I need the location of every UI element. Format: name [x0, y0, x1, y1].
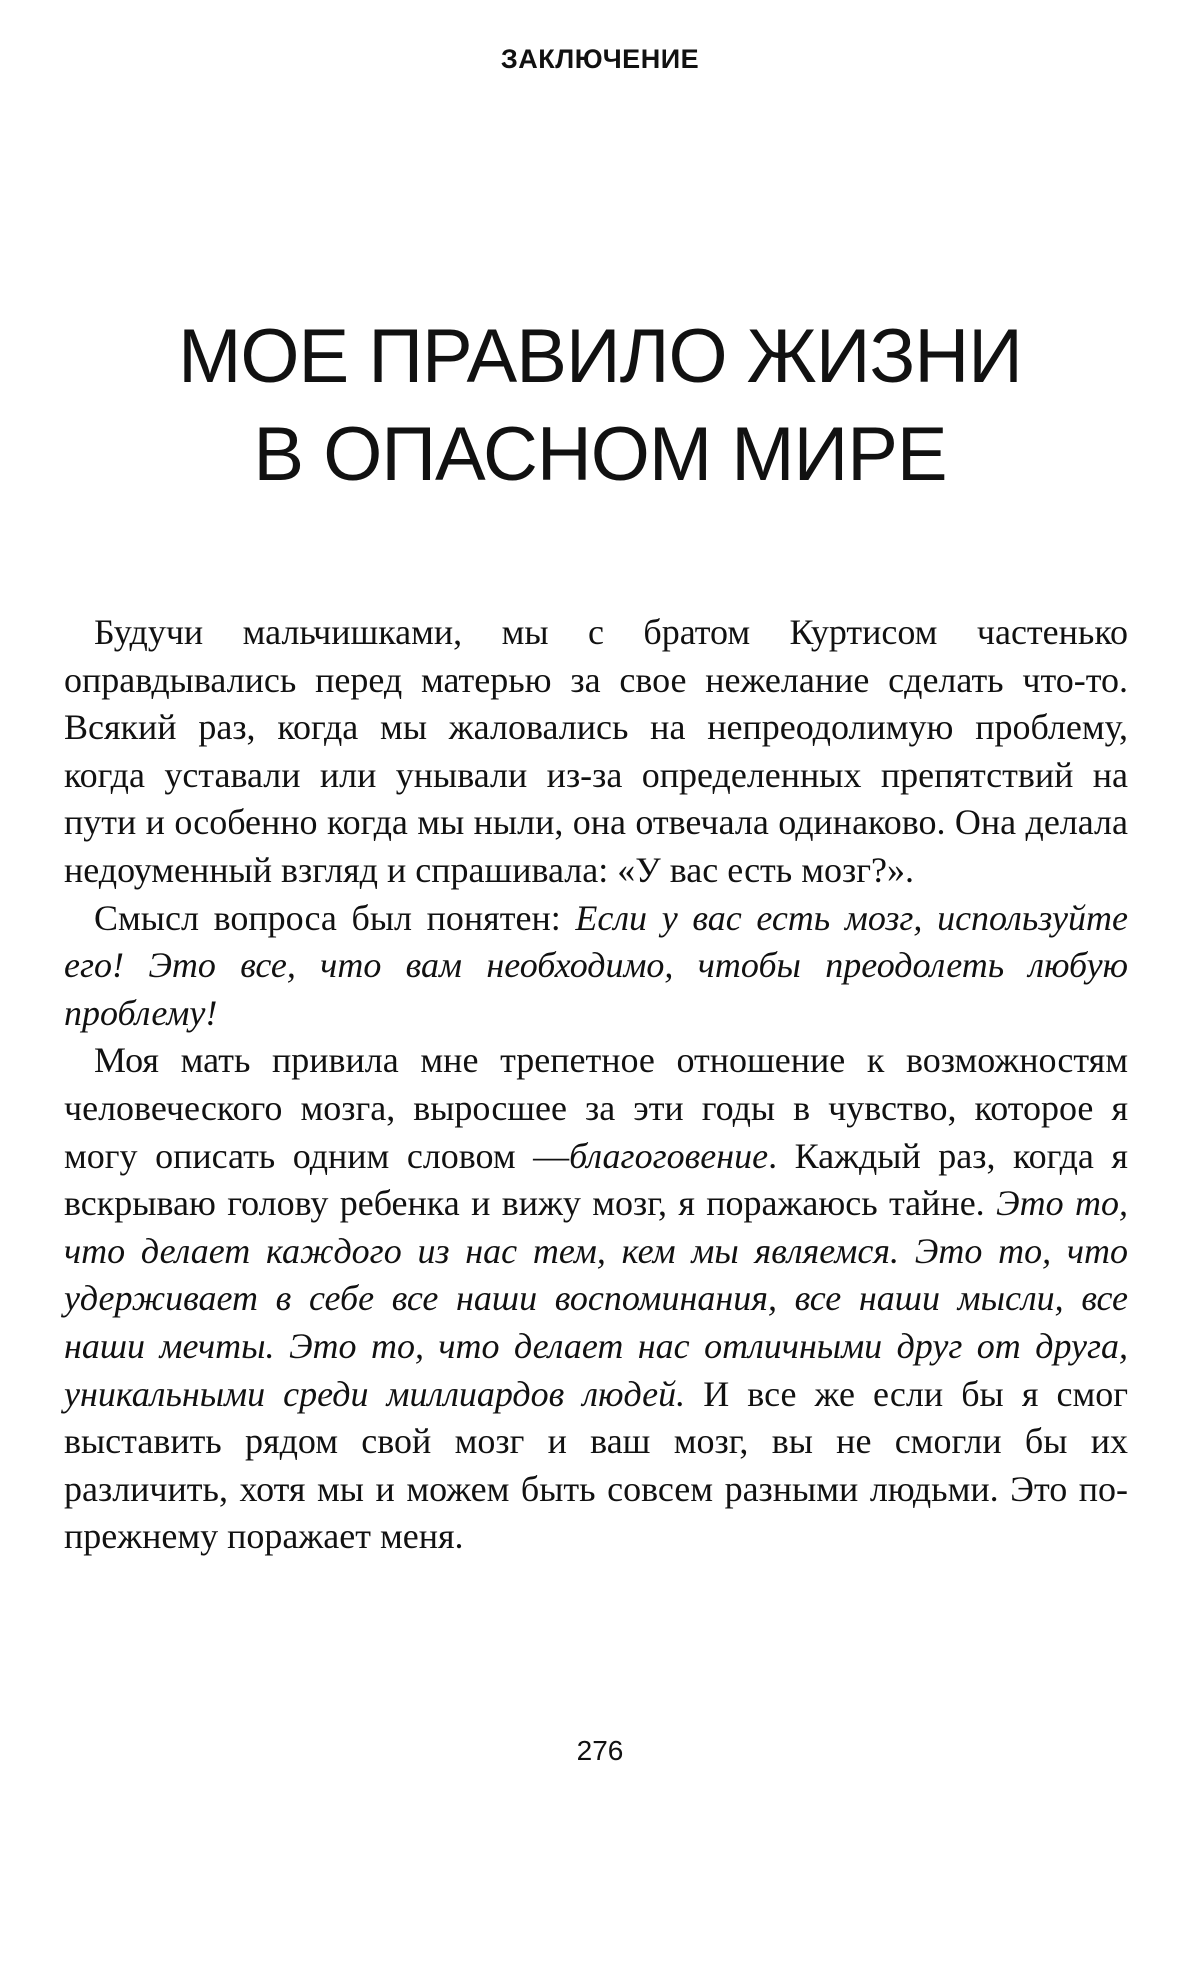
paragraph-2 [64, 895, 1128, 1038]
running-header: ЗАКЛЮЧЕНИЕ [500, 44, 700, 74]
body-text [64, 609, 1128, 1561]
paragraph-3-emphasis-1: благоговение [569, 1135, 769, 1176]
chapter-title [0, 308, 1200, 504]
paragraph-3 [64, 1037, 1128, 1561]
paragraph-2-emphasis: Если у вас есть мозг, используйте его! Это все, что вам необходимо, чтобы преодолеть любую проблему! [64, 897, 1128, 1033]
paragraph-3-text-2: . Каждый раз, когда я вскрываю голову ребенка и вижу мозг, я поражаюсь тайне. [64, 1135, 1128, 1224]
chapter-title-line-1: МОЕ ПРАВИЛО ЖИЗНИ [178, 314, 1022, 399]
paragraph-2-text: Смысл вопроса был понятен: [94, 897, 576, 938]
paragraph-3-text-1: Моя мать привила мне трепетное отношение к возможностям человеческого мозга, выросшее за эти годы в чувство, которое я могу описать одним словом — [64, 1040, 1128, 1176]
paragraph-1 [64, 609, 1128, 895]
paragraph-3-emphasis-2: Это то, что делает каждого из нас тем, кем мы являемся. Это то, что удерживает в себе все наши воспоминания, все наши мысли, все наши мечты. Это то, что делает нас отличными друг от друга, уникальными среди миллиардов людей. [64, 1183, 1128, 1414]
chapter-title-line-2: В ОПАСНОМ МИРЕ [253, 412, 947, 497]
page-number: 276 [576, 1735, 624, 1766]
paragraph-1-text: Будучи мальчишками, мы с братом Куртисом частенько оправдывались перед матерью за свое нежелание сделать что-то. Всякий раз, когда мы жаловались на непреодолимую проблему, когда уставали или унывали из-за определенных препятствий на пути и особенно когда мы ныли, она отвечала одинаково. Она делала недоуменный взгляд и спрашивала: «У вас есть мозг?». [64, 612, 1128, 890]
paragraph-3-text-3: И все же если бы я смог выставить рядом свой мозг и ваш мозг, вы не смогли бы их различить, хотя мы и можем быть совсем разными людьми. Это по-прежнему поражает меня. [64, 1373, 1129, 1557]
